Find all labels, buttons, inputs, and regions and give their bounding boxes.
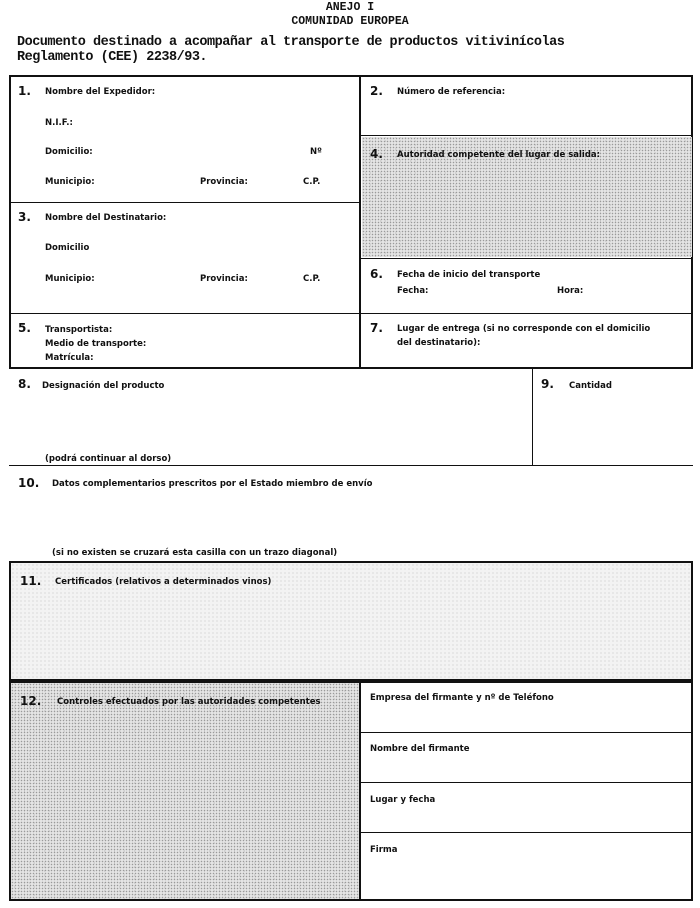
transport-date-label[interactable]: Fecha: xyxy=(397,286,429,296)
recipient-address-label[interactable]: Domicilio xyxy=(45,243,90,253)
complementary-data-label[interactable]: Datos complementarios prescritos por el Estado miembro de envío xyxy=(52,479,373,489)
box2-number: 2. xyxy=(370,84,383,98)
box7-number: 7. xyxy=(370,321,383,335)
controls-shaded-area xyxy=(11,683,359,899)
transport-time-label[interactable]: Hora: xyxy=(557,286,584,296)
sender-postcode-label[interactable]: C.P. xyxy=(303,177,321,187)
license-plate-label[interactable]: Matrícula: xyxy=(45,353,94,363)
sender-municipality-label[interactable]: Municipio: xyxy=(45,177,95,187)
box6-number: 6. xyxy=(370,267,383,281)
reference-number-label[interactable]: Número de referencia: xyxy=(397,87,506,97)
competent-authority-label[interactable]: Autoridad competente del lugar de salida: xyxy=(397,150,601,160)
certificates-label[interactable]: Certificados (relativos a determinados vinos) xyxy=(55,577,272,587)
product-designation-note: (podrá continuar al dorso) xyxy=(45,454,172,464)
box1-number: 1. xyxy=(18,84,31,98)
transport-means-label[interactable]: Medio de transporte: xyxy=(45,339,147,349)
sender-name-label[interactable]: Nombre del Expedidor: xyxy=(45,87,156,97)
delivery-place-label[interactable]: Lugar de entrega (si no corresponde con el domicilio xyxy=(397,324,651,334)
recipient-name-label[interactable]: Nombre del Destinatario: xyxy=(45,213,167,223)
box12-number: 12. xyxy=(20,694,42,708)
delivery-place-label-cont: del destinatario): xyxy=(397,338,481,348)
annex-title: ANEJO I xyxy=(325,1,375,14)
recipient-municipality-label[interactable]: Municipio: xyxy=(45,274,95,284)
controls-label[interactable]: Controles efectuados por las autoridades competentes xyxy=(57,697,321,707)
box5-number: 5. xyxy=(18,321,31,335)
document-title: Documento destinado a acompañar al transporte de productos vitivinícolas xyxy=(17,35,565,50)
signature-label[interactable]: Firma xyxy=(370,845,398,855)
recipient-postcode-label[interactable]: C.P. xyxy=(303,274,321,284)
carrier-label[interactable]: Transportista: xyxy=(45,325,113,335)
product-designation-label[interactable]: Designación del producto xyxy=(42,381,165,391)
complementary-data-note: (si no existen se cruzará esta casilla con un trazo diagonal) xyxy=(52,548,338,558)
regulation-title: Reglamento (CEE) 2238/93. xyxy=(17,50,208,65)
sender-nif-label[interactable]: N.I.F.: xyxy=(45,118,73,128)
signer-company-label[interactable]: Empresa del firmante y nº de Teléfono xyxy=(370,693,554,703)
box10-number: 10. xyxy=(18,476,40,490)
box8-number: 8. xyxy=(18,377,31,391)
signer-name-label[interactable]: Nombre del firmante xyxy=(370,744,470,754)
sender-number-label[interactable]: Nº xyxy=(310,147,322,157)
recipient-province-label[interactable]: Provincia: xyxy=(200,274,248,284)
place-date-label[interactable]: Lugar y fecha xyxy=(370,795,436,805)
box3-number: 3. xyxy=(18,210,31,224)
quantity-label[interactable]: Cantidad xyxy=(569,381,612,391)
transport-start-label: Fecha de inicio del transporte xyxy=(397,270,541,280)
box4-number: 4. xyxy=(370,147,383,161)
box11-number: 11. xyxy=(20,574,42,588)
sender-address-label[interactable]: Domicilio: xyxy=(45,147,93,157)
sender-province-label[interactable]: Provincia: xyxy=(200,177,248,187)
community-title: COMUNIDAD EUROPEA xyxy=(291,15,409,28)
box9-number: 9. xyxy=(541,377,554,391)
